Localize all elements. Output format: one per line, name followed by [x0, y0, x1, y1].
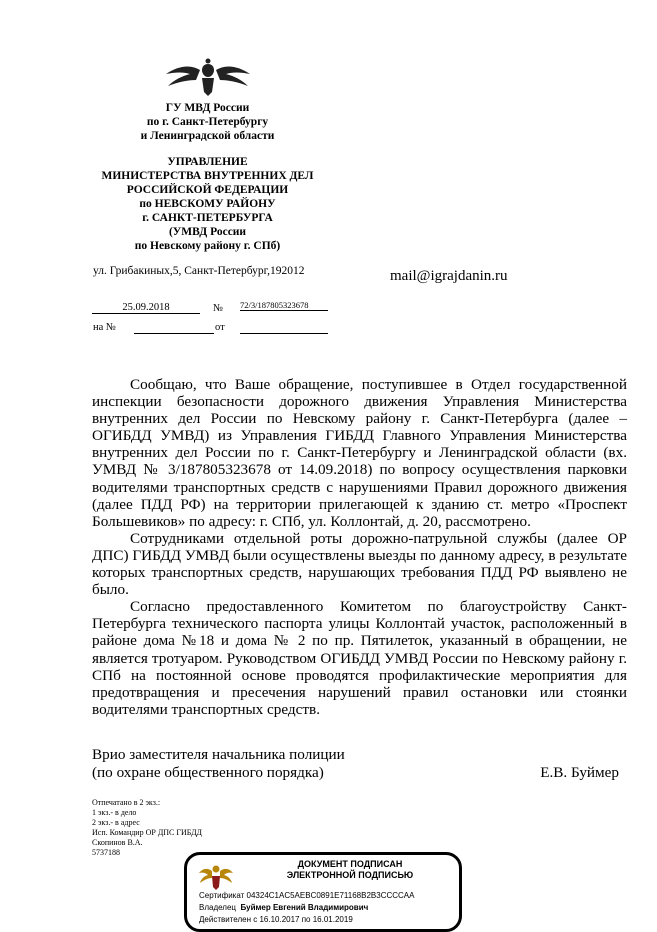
signer-position: Врио заместителя начальника полиции: [92, 746, 345, 763]
stamp-validity: Действителен с 16.10.2017 по 16.01.2019: [199, 915, 353, 924]
reply-to-number-line: [134, 321, 214, 334]
ministry-header: [95, 101, 320, 143]
signer-name: Е.В. Буймер: [540, 764, 619, 781]
reg-date: 25.09.2018: [92, 302, 200, 314]
header-line: и Ленинградской области: [140, 130, 275, 142]
reg-number: 72/3/187805323678: [240, 300, 328, 311]
print-footer: [92, 798, 202, 858]
stamp-title: [245, 859, 455, 881]
body-paragraph: Сотрудниками отдельной роты дорожно-патрульной службы (далее ОР ДПС) ГИБДД УМВД были осуществлены выезды по данному адресу, в результате которых транспортных средств, нарушающих требования ПДД РФ выявлено не было.: [92, 529, 627, 599]
reg-no-label: №: [213, 303, 224, 314]
dept-line: УПРАВЛЕНИЕ: [167, 156, 248, 168]
reply-from-date-line: [240, 321, 328, 334]
stamp-title-line: ДОКУМЕНТ ПОДПИСАН: [297, 859, 403, 869]
dept-line: РОССИЙСКОЙ ФЕДЕРАЦИИ: [126, 184, 289, 196]
dept-line: г. САНКТ-ПЕТЕРБУРГА: [142, 212, 273, 224]
footer-line: 1 экз.- в дело: [92, 808, 137, 817]
eagle-emblem-icon: [199, 863, 233, 891]
stamp-owner: [199, 903, 368, 912]
department-header: [95, 155, 320, 253]
dept-line: по НЕВСКОМУ РАЙОНУ: [139, 198, 276, 210]
sender-address: ул. Грибакиных,5, Санкт-Петербург,192012: [93, 265, 305, 277]
reply-to-label: на №: [93, 322, 116, 333]
coat-of-arms-emblem: [160, 58, 256, 98]
body-paragraph: Сообщаю, что Ваше обращение, поступившее в Отдел государственной инспекции безопасности дорожного движения Управления Министерства внутренних дел России по Невскому району г. Санкт-Петербурга (далее – ОГИБДД УМВД) из Управления ГИБДД Главного Управления Министерства внутренних дел России по г. Санкт-Петербургу и Ленинградской области (вх. УМВД № 3/187805323678 от 14.09.2018) по вопросу осуществления парковки водителями транспортных средств с нарушениями Правил дорожного движения (далее ПДД РФ) на территории прилегающей к зданию ст. метро «Проспект Большевиков» по адресу: г. СПб, ул. Коллонтай, д. 20, рассмотрено.: [92, 376, 627, 530]
electronic-signature-stamp: [184, 852, 462, 932]
stamp-owner-name: Буймер Евгений Владимирович: [240, 903, 369, 912]
stamp-title-line: ЭЛЕКТРОННОЙ ПОДПИСЬЮ: [286, 870, 414, 880]
body-paragraph: Согласно предоставленного Комитетом по благоустройству Санкт-Петербурга технического паспорта улицы Коллонтай участок, расположенный в районе дома №18 и дома № 2 по пр. Пятилеток, указанный в обращении, не является тротуаром. Руководством ОГИБДД УМВД России по Невскому району г. СПб на постоянной основе проводятся профилактические мероприятия для предотвращения и пресечения нарушений правил остановки или стоянки водителями транспортных средств.: [92, 598, 627, 718]
footer-line: 2 экз.- в адрес: [92, 818, 140, 827]
footer-line: Скопинов В.А.: [92, 838, 143, 847]
dept-line: по Невскому району г. СПб): [134, 240, 281, 252]
header-line: ГУ МВД России: [165, 102, 250, 114]
recipient-email: mail@igrajdanin.ru: [390, 268, 508, 284]
stamp-owner-label: Владелец: [199, 903, 237, 912]
signature-block: [92, 746, 627, 782]
footer-line: Исп. Командир ОР ДПС ГИБДД: [92, 828, 202, 837]
header-line: по г. Санкт-Петербургу: [146, 116, 269, 128]
letter-body: [92, 376, 627, 718]
signer-position: (по охране общественного порядка): [92, 764, 324, 781]
dept-line: МИНИСТЕРСТВА ВНУТРЕННИХ ДЕЛ: [101, 170, 314, 182]
reply-from-label: от: [215, 322, 225, 333]
dept-line: (УМВД России: [168, 226, 247, 238]
footer-line: Отпечатано в 2 экз.:: [92, 798, 161, 807]
footer-line: 5737188: [92, 848, 120, 857]
stamp-certificate: Сертификат 04324C1AC5AEBC0891E71168B2B3CCCCAA: [199, 891, 415, 900]
